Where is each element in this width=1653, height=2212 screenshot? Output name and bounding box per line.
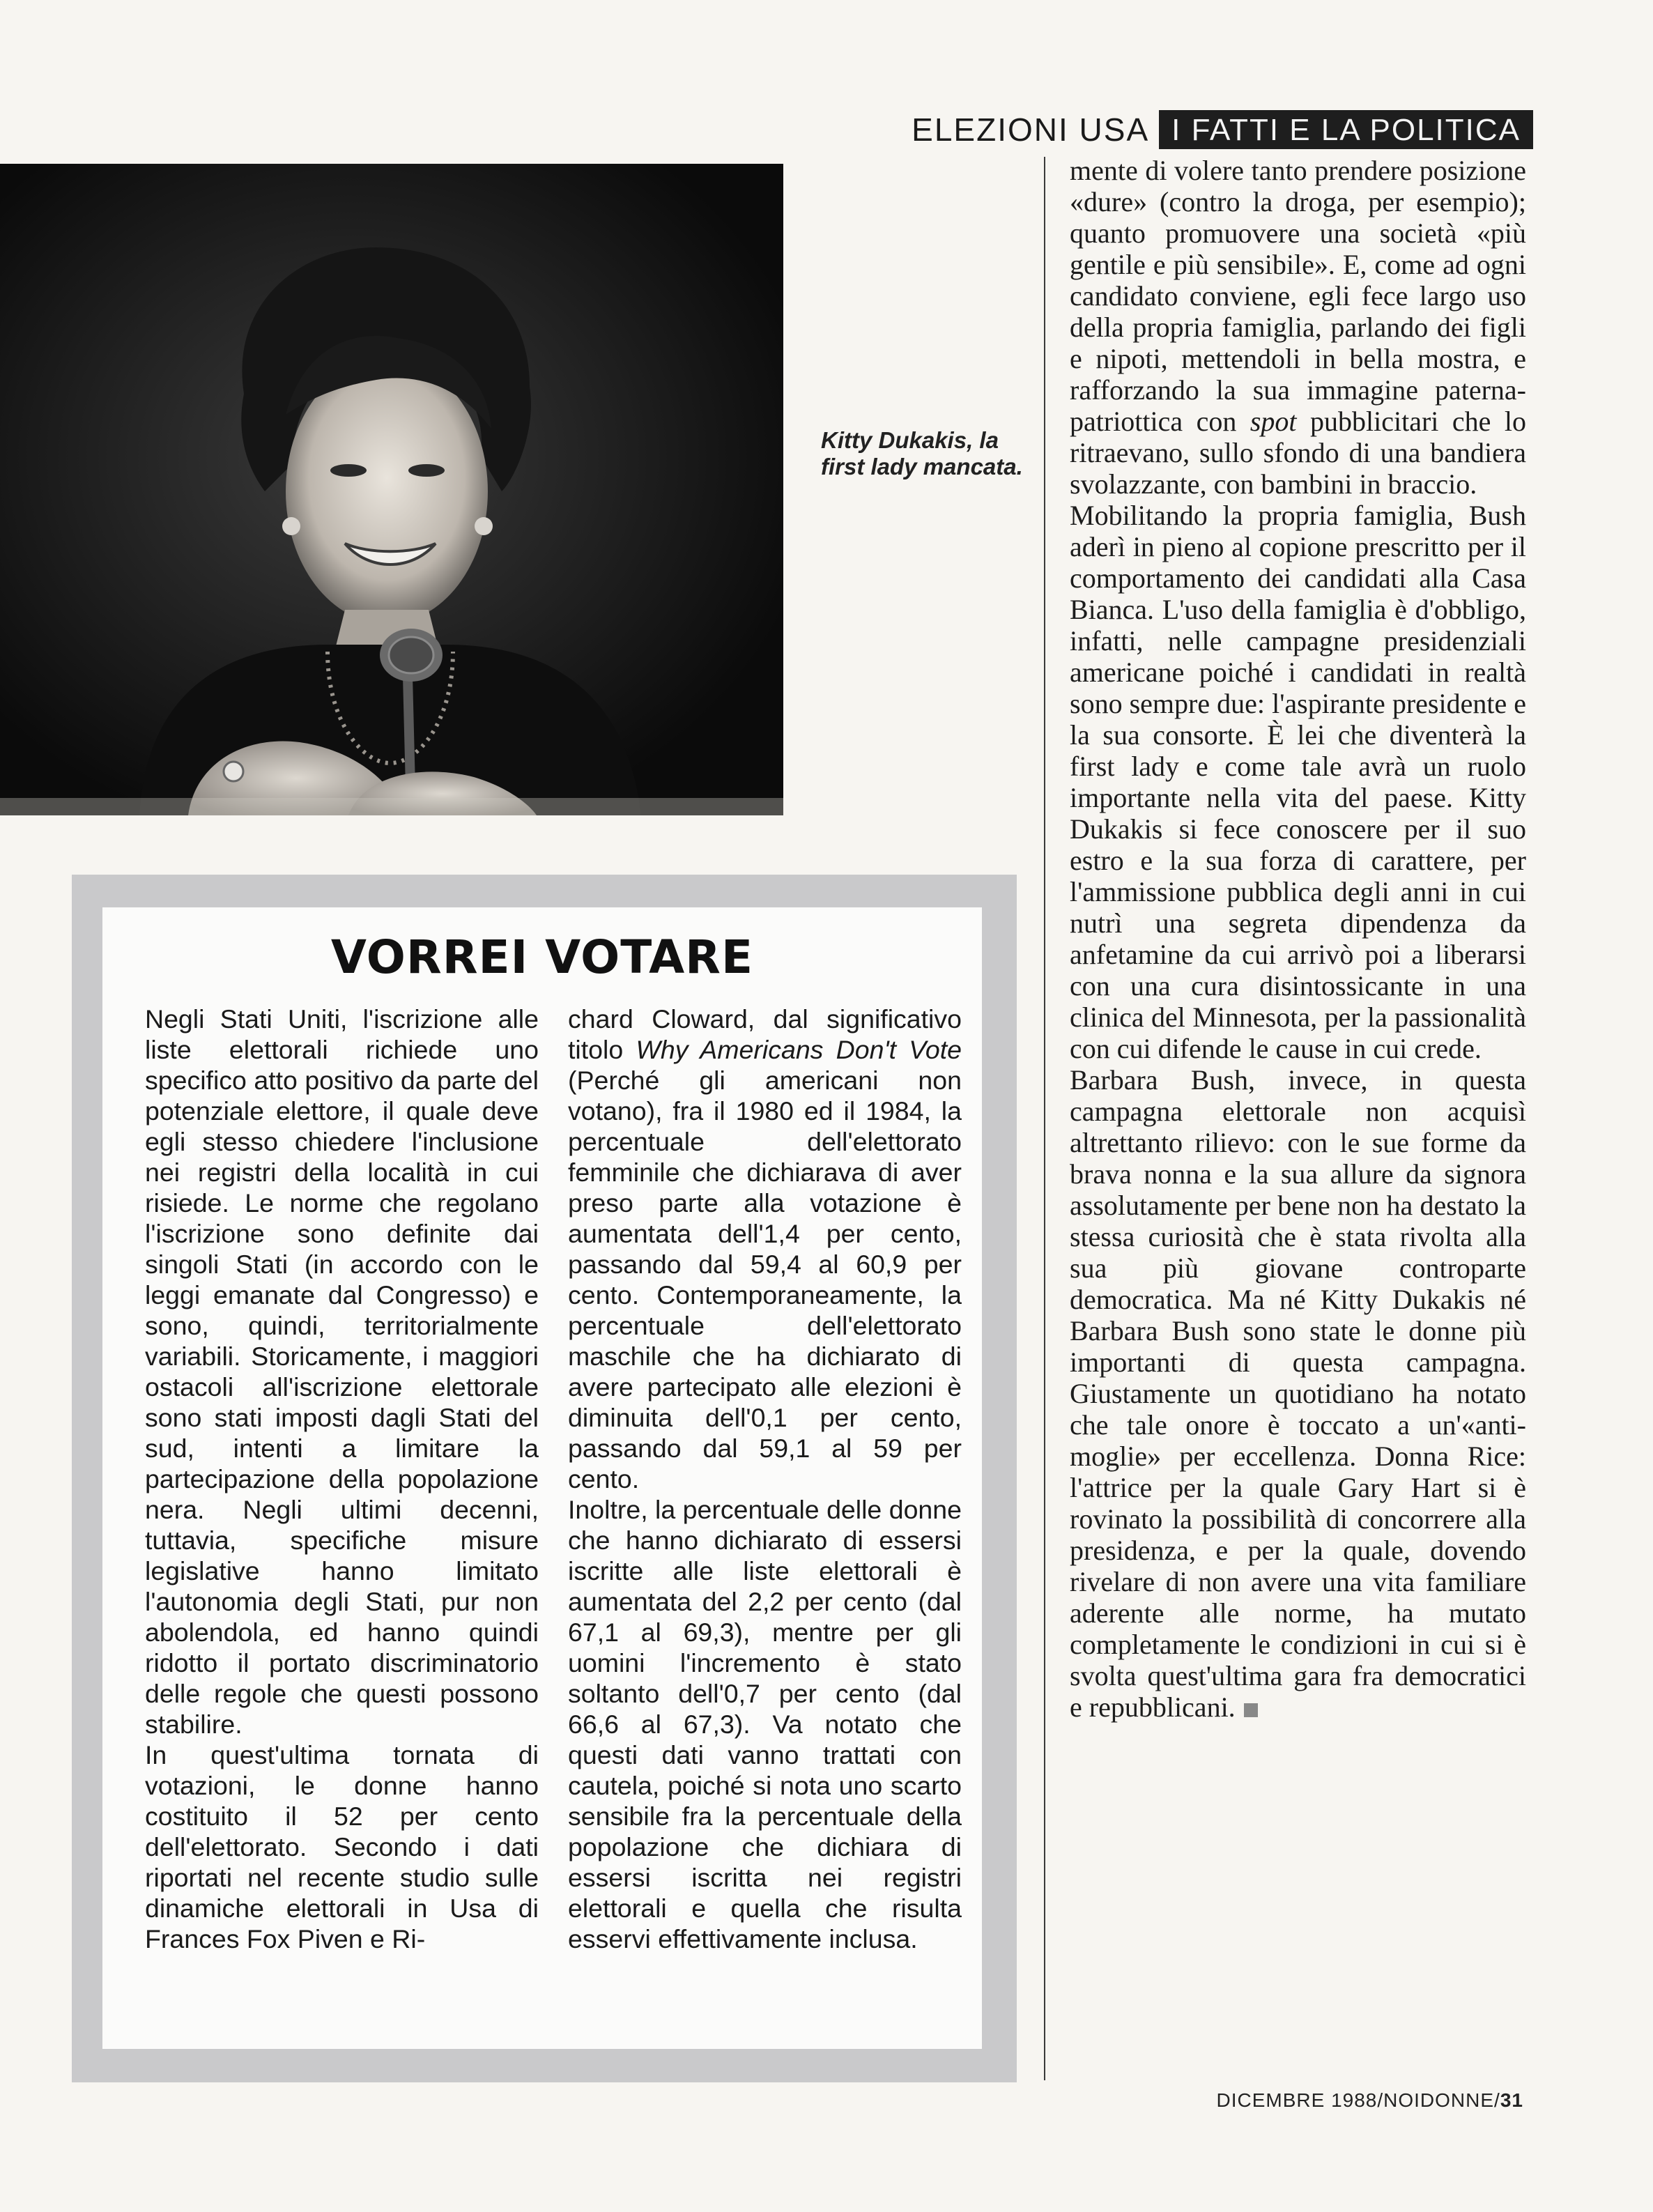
photo-illustration [0, 164, 783, 815]
article-paragraph [1070, 155, 1526, 500]
sidebar-paragraph: In quest'ultima tornata di votazioni, le donne hanno costituito il 52 per cento dell'elettorato. Secondo i dati riportati nel recente studio sulle dinamiche elettorali in Usa di Frances Fox Piven e Ri- [145, 1740, 539, 1953]
article-paragraph [1070, 1064, 1526, 1723]
sidebar-text: (Perché gli americani non votano), fra il 1980 ed il 1984, la percentuale dell'elettorato femminile che dichiarava di aver preso parte alla votazione è aumentata dell'1,4 per cento, passando dal 59,4 al 60,9 per cento. Contemporaneamente, la percentuale dell'elettorato maschile che ha dichiarato di avere partecipato alle elezioni è diminuita dell'0,1 per cento, passando dal 59,1 al 59 per cento. [568, 1066, 962, 1493]
photo-caption: Kitty Dukakis, la first lady mancata. [821, 427, 1023, 479]
article-emphasis: spot [1250, 406, 1297, 437]
sidebar-paragraph: Inoltre, la percentuale delle donne che hanno dichiarato di essersi iscritte alle liste elettorali è aumentata del 2,2 per cento (dal 67,1 al 69,3), mentre per gli uomini l'incremento è stato soltanto dell'0,7 per cento (dal 66,6 al 67,3). Va notato che questi dati vanno trattati con cautela, poiché si nota uno scarto sensibile fra la percentuale della popolazione che dichiara di essersi iscritta nei registri elettorali e quella che risulta esservi effettivamente inclusa. [568, 1495, 962, 1953]
book-title: Why Americans Don't Vote [636, 1035, 962, 1064]
article-column-right [1070, 155, 1526, 1723]
sidebar-text: chard Cloward, dal significativo titolo [568, 1004, 962, 1064]
page-number: 31 [1500, 2089, 1523, 2111]
page-footer [1217, 2089, 1523, 2112]
sidebar-column-1 [145, 1004, 539, 1954]
photo-kitty-dukakis [0, 164, 783, 815]
section-tag: I FATTI E LA POLITICA [1159, 110, 1533, 149]
sidebar-column-2 [568, 1004, 962, 1954]
sidebar-title: VORREI VOTARE [330, 930, 754, 984]
column-rule [1044, 157, 1045, 2080]
sidebar-paragraph: Negli Stati Uniti, l'iscrizione alle liste elettorali richiede uno specifico atto positivo da parte del potenziale elettore, il quale deve egli stesso chiedere l'inclusione nei registri della località in cui risiede. Le norme che regolano l'iscrizione sono definite dai singoli Stati (in accordo con le leggi emanate dal Congresso) e sono, quindi, territorialmente variabili. Storicamente, i maggiori ostacoli all'iscrizione elettorale sono stati imposti dagli Stati del sud, intenti a limitare la partecipazione della popolazione nera. Negli ultimi decenni, tuttavia, specifiche misure legislative hanno limitato l'autonomia degli Stati, pur non abolendola, ed hanno quindi ridotto il portato discriminatorio delle regole che questi possono stabilire. [145, 1004, 539, 1739]
running-header [912, 108, 1533, 151]
article-text: mente di volere tanto prendere posizione «dure» (contro la droga, per esempio); quanto promuovere una società «più gentile e più sensibile». E, come ad ogni candidato conviene, egli fece largo uso della propria famiglia, parlando dei figli e nipoti, mettendoli in bella mostra, e rafforzando la sua immagine paterna-patriottica con [1070, 155, 1526, 437]
article-text: pubblicitari che lo ritraevano, sullo sfondo di una bandiera svolazzante, con bambini in braccio. [1070, 406, 1526, 500]
article-paragraph: Mobilitando la propria famiglia, Bush aderì in pieno al copione prescritto per il comportamento dei candidati alla Casa Bianca. L'uso della famiglia è d'obbligo, infatti, nelle campagne presidenziali americane poiché i candidati in realtà sono sempre due: l'aspirante presidente e la sua consorte. È lei che diventerà la first lady e come tale avrà un ruolo importante nella vita del paese. Kitty Dukakis si fece conoscere per il suo estro e la sua forza di carattere, per l'ammissione pubblica degli anni in cui nutrì una segreta dipendenza da anfetamine da cui arrivò poi a liberarsi con una cura disintossicante in una clinica del Minnesota, per la passionalità con cui difende le cause in cui crede. [1070, 500, 1526, 1064]
issue-line: DICEMBRE 1988/NOIDONNE/ [1216, 2089, 1500, 2111]
section-label: ELEZIONI USA [912, 112, 1150, 148]
end-of-article-mark [1244, 1703, 1258, 1717]
sidebar-paragraph [568, 1004, 962, 1494]
article-text: Barbara Bush, invece, in questa campagna elettorale non acquisì altrettanto rilievo: con le sue forme da brava nonna e la sua allure da signora assolutamente per bene non ha destato la stessa curiosità che è stata rivolta alla sua più giovane controparte democratica. Ma né Kitty Dukakis né Barbara Bush sono state le donne più importanti di questa campagna. Giustamente un quotidiano ha notato che tale onore è toccato a un'«anti-moglie» per eccellenza. Donna Rice: l'attrice per la quale Gary Hart si è rovinato la possibilità di concorrere alla presidenza, e per la quale, dovendo rivelare di non avere una vita familiare aderente alle norme, ha mutato completamente le condizioni in cui si è svolta quest'ultima gara fra democratici e repubblicani. [1070, 1064, 1526, 1723]
